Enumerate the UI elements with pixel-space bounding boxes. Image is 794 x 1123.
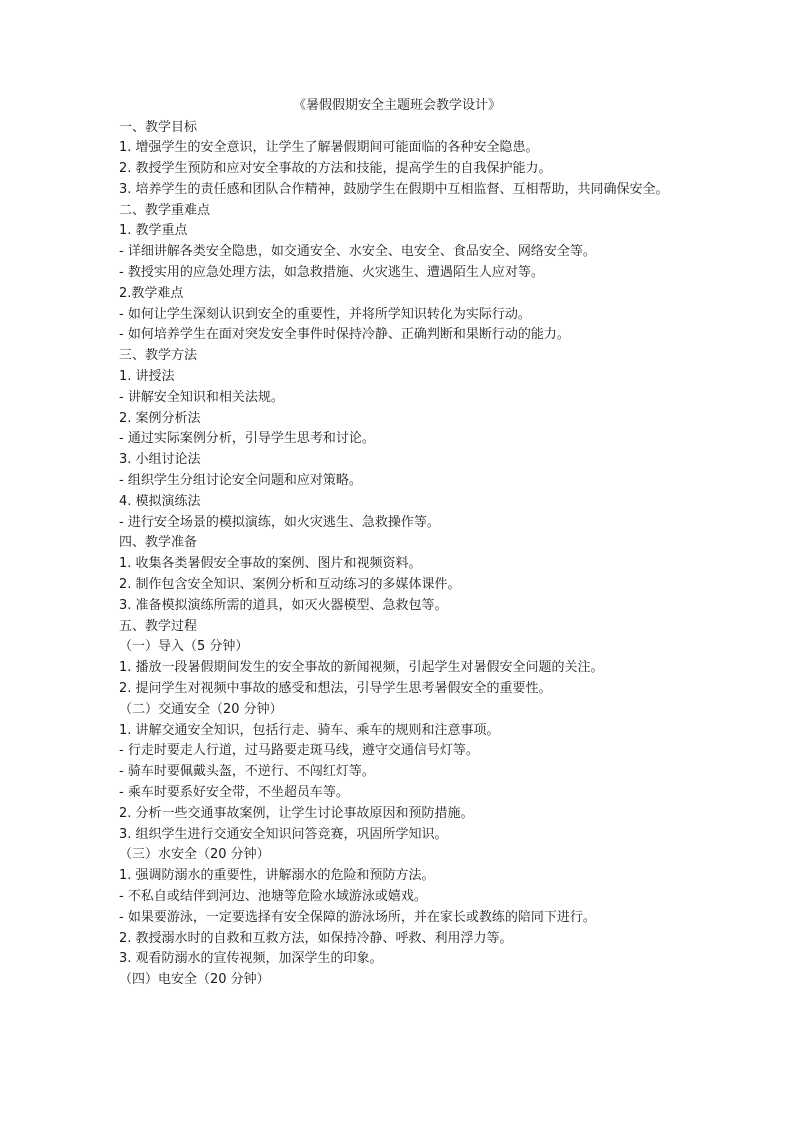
paragraph: 2. 教授溺水时的自救和互救方法，如保持冷静、呼救、利用浮力等。 [119,930,513,946]
paragraph: 1. 增强学生的安全意识，让学生了解暑假期间可能面临的各种安全隐患。 [119,140,539,156]
subheading: 4. 模拟演练法 [119,493,201,509]
bullet-item: - 教授实用的应急处理方法，如急救措施、火灾逃生、遭遇陌生人应对等。 [119,265,544,281]
bullet-item: - 行走时要走人行道，过马路要走斑马线，遵守交通信号灯等。 [119,743,479,759]
paragraph: 3. 培养学生的责任感和团队合作精神，鼓励学生在假期中互相监督、互相帮助，共同确保安全。 [119,181,669,197]
document-title: 《暑假假期安全主题班会教学设计》 [292,98,501,113]
section-heading: 四、教学准备 [119,535,198,551]
bullet-item: - 通过实际案例分析，引导学生思考和讨论。 [119,431,375,447]
subheading: （三）水安全（20 分钟） [119,847,270,863]
bullet-item: - 组织学生分组讨论安全问题和应对策略。 [119,473,362,489]
section-heading: 五、教学过程 [119,618,198,634]
paragraph: 3. 准备模拟演练所需的道具，如灭火器模型、急救包等。 [119,597,448,613]
subheading: 1. 教学重点 [119,223,188,239]
paragraph: 1. 播放一段暑假期间发生的安全事故的新闻视频，引起学生对暑假安全问题的关注。 [119,660,604,676]
paragraph: 2. 制作包含安全知识、案例分析和互动练习的多媒体课件。 [119,577,461,593]
bullet-item: - 乘车时要系好安全带，不坐超员车等。 [119,785,349,800]
subheading: （四）电安全（20 分钟） [119,972,270,988]
subheading: 3. 小组讨论法 [119,452,201,468]
subheading: 1. 讲授法 [119,369,175,385]
subheading: （一）导入（5 分钟） [119,639,249,655]
paragraph: 1. 强调防溺水的重要性，讲解溺水的危险和预防方法。 [119,868,435,884]
paragraph: 1. 收集各类暑假安全事故的案例、图片和视频资料。 [119,556,422,572]
subheading: 2.教学难点 [119,285,184,301]
bullet-item: - 骑车时要佩戴头盔，不逆行、不闯红灯等。 [119,764,375,780]
bullet-item: - 如果要游泳，一定要选择有安全保障的游泳场所，并在家长或教练的陪同下进行。 [119,909,596,925]
bullet-item: - 详细讲解各类安全隐患，如交通安全、水安全、电安全、食品安全、网络安全等。 [119,244,596,260]
subheading: （二）交通安全（20 分钟） [119,701,283,717]
bullet-item: - 如何让学生深刻认识到安全的重要性，并将所学知识转化为实际行动。 [119,306,531,322]
paragraph: 2. 教授学生预防和应对安全事故的方法和技能，提高学生的自我保护能力。 [119,161,552,177]
subheading: 2. 案例分析法 [119,410,201,426]
bullet-item: - 如何培养学生在面对突发安全事件时保持冷静、正确判断和果断行动的能力。 [119,327,570,343]
paragraph: 3. 组织学生进行交通安全知识问答竞赛，巩固所学知识。 [119,826,448,842]
paragraph: 2. 分析一些交通事故案例，让学生讨论事故原因和预防措施。 [119,805,474,821]
paragraph: 3. 观看防溺水的宣传视频，加深学生的印象。 [119,951,383,967]
bullet-item: - 不私自或结伴到河边、池塘等危险水域游泳或嬉戏。 [119,888,427,904]
bullet-item: - 进行安全场景的模拟演练，如火灾逃生、急救操作等。 [119,514,440,530]
paragraph: 2. 提问学生对视频中事故的感受和想法，引导学生思考暑假安全的重要性。 [119,681,552,697]
paragraph: 1. 讲解交通安全知识，包括行走、骑车、乘车的规则和注意事项。 [119,722,500,738]
document-body [119,118,679,991]
section-heading: 三、教学方法 [119,348,198,364]
section-heading: 二、教学重难点 [119,202,211,218]
bullet-item: - 讲解安全知识和相关法规。 [119,389,284,405]
section-heading: 一、教学目标 [119,119,198,135]
